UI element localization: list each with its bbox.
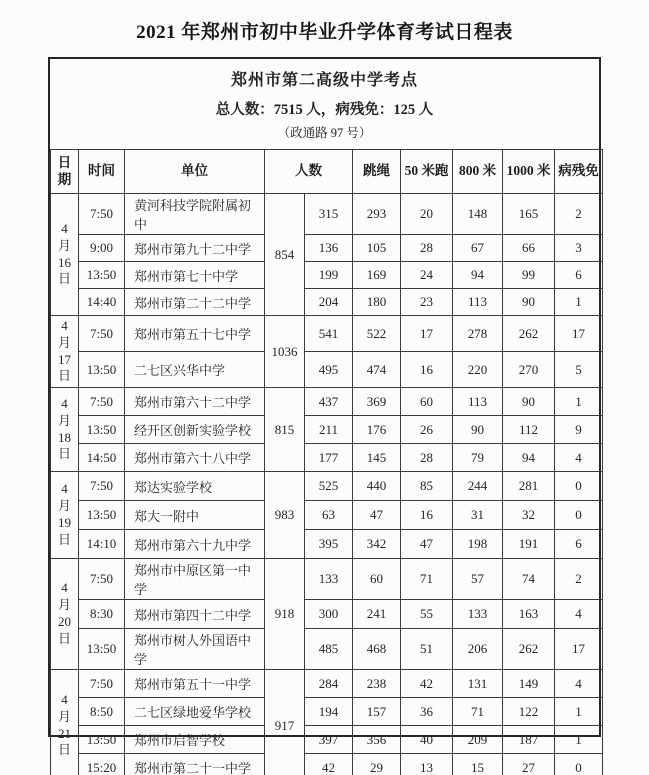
count-cell: 300 (305, 600, 353, 629)
table-row (51, 670, 603, 698)
m800-cell: 148 (453, 194, 503, 235)
rope-cell: 342 (353, 530, 401, 559)
table-row (51, 444, 603, 472)
m1000-cell: 165 (503, 194, 555, 235)
group-total-cell: 983 (265, 472, 305, 559)
school-cell: 郑州市第七十中学 (125, 262, 265, 289)
school-cell: 郑达实验学校 (125, 472, 265, 501)
exempt-cell: 6 (555, 262, 603, 289)
m1000-cell: 262 (503, 316, 555, 352)
m1000-cell: 32 (503, 501, 555, 530)
exempt-cell: 9 (555, 416, 603, 444)
exempt-cell: 0 (555, 754, 603, 775)
school-cell: 郑州市第六十二中学 (125, 388, 265, 416)
run50-cell: 55 (401, 600, 453, 629)
m800-cell: 209 (453, 726, 503, 754)
rope-cell: 241 (353, 600, 401, 629)
run50-cell: 24 (401, 262, 453, 289)
count-cell: 204 (305, 289, 353, 316)
rope-cell: 468 (353, 629, 401, 670)
school-cell: 郑州市树人外国语中学 (125, 629, 265, 670)
school-cell: 郑州市中原区第一中学 (125, 559, 265, 600)
time-cell: 7:50 (79, 670, 125, 698)
table-row (51, 530, 603, 559)
run50-cell: 28 (401, 235, 453, 262)
run50-cell: 36 (401, 698, 453, 726)
school-cell: 二七区绿地爱华学校 (125, 698, 265, 726)
date-cell (51, 670, 79, 775)
school-cell: 郑大一附中 (125, 501, 265, 530)
time-cell: 14:10 (79, 530, 125, 559)
table-row (51, 472, 603, 501)
date-line: 4 (61, 580, 68, 596)
exempt-cell: 2 (555, 559, 603, 600)
school-cell: 郑州市启智学校 (125, 726, 265, 754)
run50-cell: 60 (401, 388, 453, 416)
m1000-cell: 281 (503, 472, 555, 501)
count-cell: 437 (305, 388, 353, 416)
count-cell: 284 (305, 670, 353, 698)
rope-cell: 369 (353, 388, 401, 416)
m800-cell: 71 (453, 698, 503, 726)
m1000-cell: 122 (503, 698, 555, 726)
col-header-date (51, 150, 79, 194)
date-line: 18 (58, 429, 71, 445)
table-row (51, 388, 603, 416)
rope-cell: 440 (353, 472, 401, 501)
run50-cell: 23 (401, 289, 453, 316)
run50-cell: 26 (401, 416, 453, 444)
m800-cell: 220 (453, 352, 503, 388)
school-cell: 黄河科技学院附属初中 (125, 194, 265, 235)
header-row (51, 150, 603, 194)
run50-cell: 20 (401, 194, 453, 235)
table-row (51, 235, 603, 262)
m800-cell: 244 (453, 472, 503, 501)
count-cell: 211 (305, 416, 353, 444)
table-row (51, 352, 603, 388)
time-cell: 13:50 (79, 629, 125, 670)
date-line: 19 (58, 515, 71, 530)
date-line: 20 (58, 614, 71, 629)
table-row (51, 726, 603, 754)
col-header-exempt: 病残免 (555, 150, 603, 194)
date-line: 日 (57, 271, 71, 287)
count-cell: 199 (305, 262, 353, 289)
col-header-800m: 800 米 (453, 150, 503, 194)
exempt-cell: 4 (555, 444, 603, 472)
m800-cell: 113 (453, 289, 503, 316)
m1000-cell: 99 (503, 262, 555, 289)
date-line: 日 (57, 630, 71, 646)
count-cell: 525 (305, 472, 353, 501)
date-line: 日 (57, 368, 71, 384)
col-header-50m: 50 米跑 (401, 150, 453, 194)
time-cell: 7:50 (79, 472, 125, 501)
m1000-cell: 270 (503, 352, 555, 388)
venue-totals: 总人数：7515 人，病残免：125 人 (215, 102, 434, 118)
time-cell: 7:50 (79, 194, 125, 235)
date-cell (51, 559, 79, 670)
col-header-unit: 单位 (125, 150, 265, 194)
rope-cell: 169 (353, 262, 401, 289)
date-cell (51, 388, 79, 472)
count-cell: 133 (305, 559, 353, 600)
m800-cell: 133 (453, 600, 503, 629)
exempt-cell: 1 (555, 289, 603, 316)
school-cell: 郑州市第六十九中学 (125, 530, 265, 559)
run50-cell: 47 (401, 530, 453, 559)
document-title: 2021 年郑州市初中毕业升学体育考试日程表 (136, 22, 513, 43)
exempt-cell: 1 (555, 388, 603, 416)
rope-cell: 176 (353, 416, 401, 444)
group-total-cell: 815 (265, 388, 305, 472)
time-cell: 7:50 (79, 388, 125, 416)
m1000-cell: 191 (503, 530, 555, 559)
run50-cell: 71 (401, 559, 453, 600)
col-header-rope: 跳绳 (353, 150, 401, 194)
time-cell: 13:50 (79, 416, 125, 444)
date-line: 月 (57, 498, 71, 514)
time-cell: 13:50 (79, 726, 125, 754)
school-cell: 郑州市第九十二中学 (125, 235, 265, 262)
date-line: 日 (57, 531, 71, 547)
rope-cell: 29 (353, 754, 401, 775)
exempt-cell: 3 (555, 235, 603, 262)
exempt-cell: 17 (555, 629, 603, 670)
date-line: 月 (57, 708, 71, 724)
m1000-cell: 90 (503, 388, 555, 416)
rope-cell: 47 (353, 501, 401, 530)
school-cell: 郑州市第二十二中学 (125, 289, 265, 316)
rope-cell: 157 (353, 698, 401, 726)
time-cell: 7:50 (79, 316, 125, 352)
run50-cell: 28 (401, 444, 453, 472)
run50-cell: 42 (401, 670, 453, 698)
exempt-cell: 5 (555, 352, 603, 388)
school-cell: 郑州市第六十八中学 (125, 444, 265, 472)
date-cell (51, 472, 79, 559)
m1000-cell: 163 (503, 600, 555, 629)
table-row (51, 629, 603, 670)
m1000-cell: 262 (503, 629, 555, 670)
count-cell: 541 (305, 316, 353, 352)
run50-cell: 16 (401, 352, 453, 388)
exam-site-box (48, 57, 601, 775)
school-cell: 二七区兴华中学 (125, 352, 265, 388)
school-cell: 郑州市第二十一中学 (125, 754, 265, 775)
m800-cell: 15 (453, 754, 503, 775)
exempt-cell: 6 (555, 530, 603, 559)
run50-cell: 13 (401, 754, 453, 775)
school-cell: 郑州市第五十一中学 (125, 670, 265, 698)
rope-cell: 180 (353, 289, 401, 316)
venue-address: （政通路 97 号） (277, 126, 372, 140)
exempt-cell: 1 (555, 698, 603, 726)
date-line: 17 (58, 351, 71, 367)
rope-cell: 105 (353, 235, 401, 262)
time-cell: 7:50 (79, 559, 125, 600)
m800-cell: 67 (453, 235, 503, 262)
count-cell: 495 (305, 352, 353, 388)
exempt-cell: 4 (555, 670, 603, 698)
rope-cell: 293 (353, 194, 401, 235)
m1000-cell: 149 (503, 670, 555, 698)
table-row (51, 698, 603, 726)
run50-cell: 40 (401, 726, 453, 754)
col-header-1000m: 1000 米 (503, 150, 555, 194)
col-header-count: 人数 (265, 150, 353, 194)
col-header-time: 时间 (79, 150, 125, 194)
table-row (51, 416, 603, 444)
m1000-cell: 90 (503, 289, 555, 316)
m800-cell: 57 (453, 559, 503, 600)
run50-cell: 85 (401, 472, 453, 501)
run50-cell: 51 (401, 629, 453, 670)
count-cell: 63 (305, 501, 353, 530)
m1000-cell: 66 (503, 235, 555, 262)
exempt-cell: 0 (555, 501, 603, 530)
schedule-table (50, 149, 603, 775)
run50-cell: 16 (401, 501, 453, 530)
date-line: 4 (61, 317, 68, 333)
count-cell: 485 (305, 629, 353, 670)
date-line: 21 (58, 725, 71, 741)
table-row (51, 194, 603, 235)
m800-cell: 31 (453, 501, 503, 530)
date-line: 月 (57, 237, 71, 253)
school-cell: 经开区创新实验学校 (125, 416, 265, 444)
m1000-cell: 27 (503, 754, 555, 775)
count-cell: 397 (305, 726, 353, 754)
date-line: 日 (57, 742, 71, 758)
date-line: 日 (57, 446, 71, 462)
exempt-cell: 17 (555, 316, 603, 352)
date-cell (51, 316, 79, 388)
rope-cell: 356 (353, 726, 401, 754)
count-cell: 194 (305, 698, 353, 726)
time-cell: 14:40 (79, 289, 125, 316)
date-line: 4 (61, 481, 68, 497)
count-cell: 315 (305, 194, 353, 235)
run50-cell: 17 (401, 316, 453, 352)
m800-cell: 131 (453, 670, 503, 698)
group-total-cell: 1036 (265, 316, 305, 388)
exempt-cell: 1 (555, 726, 603, 754)
table-row (51, 754, 603, 775)
date-line: 月 (57, 597, 71, 613)
count-cell: 395 (305, 530, 353, 559)
date-cell (51, 194, 79, 316)
table-row (51, 600, 603, 629)
time-cell: 13:50 (79, 262, 125, 289)
time-cell: 13:50 (79, 501, 125, 530)
m800-cell: 198 (453, 530, 503, 559)
exempt-cell: 0 (555, 472, 603, 501)
table-row (51, 289, 603, 316)
date-line: 4 (61, 395, 68, 411)
table-row (51, 559, 603, 600)
table-row (51, 501, 603, 530)
group-total-cell: 918 (265, 559, 305, 670)
m800-cell: 206 (453, 629, 503, 670)
exempt-cell: 4 (555, 600, 603, 629)
m1000-cell: 187 (503, 726, 555, 754)
group-total-cell: 854 (265, 194, 305, 316)
date-line: 月 (57, 334, 71, 350)
m800-cell: 79 (453, 444, 503, 472)
school-cell: 郑州市第四十二中学 (125, 600, 265, 629)
m1000-cell: 94 (503, 444, 555, 472)
date-line: 4 (61, 220, 68, 236)
group-total-cell: 917 (265, 670, 305, 775)
col-header-date-line2: 期 (57, 171, 72, 187)
m800-cell: 90 (453, 416, 503, 444)
time-cell: 14:50 (79, 444, 125, 472)
m800-cell: 94 (453, 262, 503, 289)
m1000-cell: 74 (503, 559, 555, 600)
rope-cell: 522 (353, 316, 401, 352)
count-cell: 136 (305, 235, 353, 262)
table-row (51, 262, 603, 289)
m800-cell: 278 (453, 316, 503, 352)
date-line: 4 (61, 691, 68, 707)
date-line: 月 (57, 412, 71, 428)
time-cell: 15:20 (79, 754, 125, 775)
col-header-date-line1: 日 (57, 154, 72, 170)
time-cell: 9:00 (79, 235, 125, 262)
count-cell: 177 (305, 444, 353, 472)
table-row (51, 316, 603, 352)
rope-cell: 60 (353, 559, 401, 600)
count-cell: 42 (305, 754, 353, 775)
rope-cell: 238 (353, 670, 401, 698)
venue-name: 郑州市第二高级中学考点 (230, 72, 418, 89)
m1000-cell: 112 (503, 416, 555, 444)
time-cell: 8:30 (79, 600, 125, 629)
rope-cell: 145 (353, 444, 401, 472)
time-cell: 8:50 (79, 698, 125, 726)
time-cell: 13:50 (79, 352, 125, 388)
exempt-cell: 2 (555, 194, 603, 235)
school-cell: 郑州市第五十七中学 (125, 316, 265, 352)
m800-cell: 113 (453, 388, 503, 416)
rope-cell: 474 (353, 352, 401, 388)
date-line: 16 (58, 254, 71, 270)
